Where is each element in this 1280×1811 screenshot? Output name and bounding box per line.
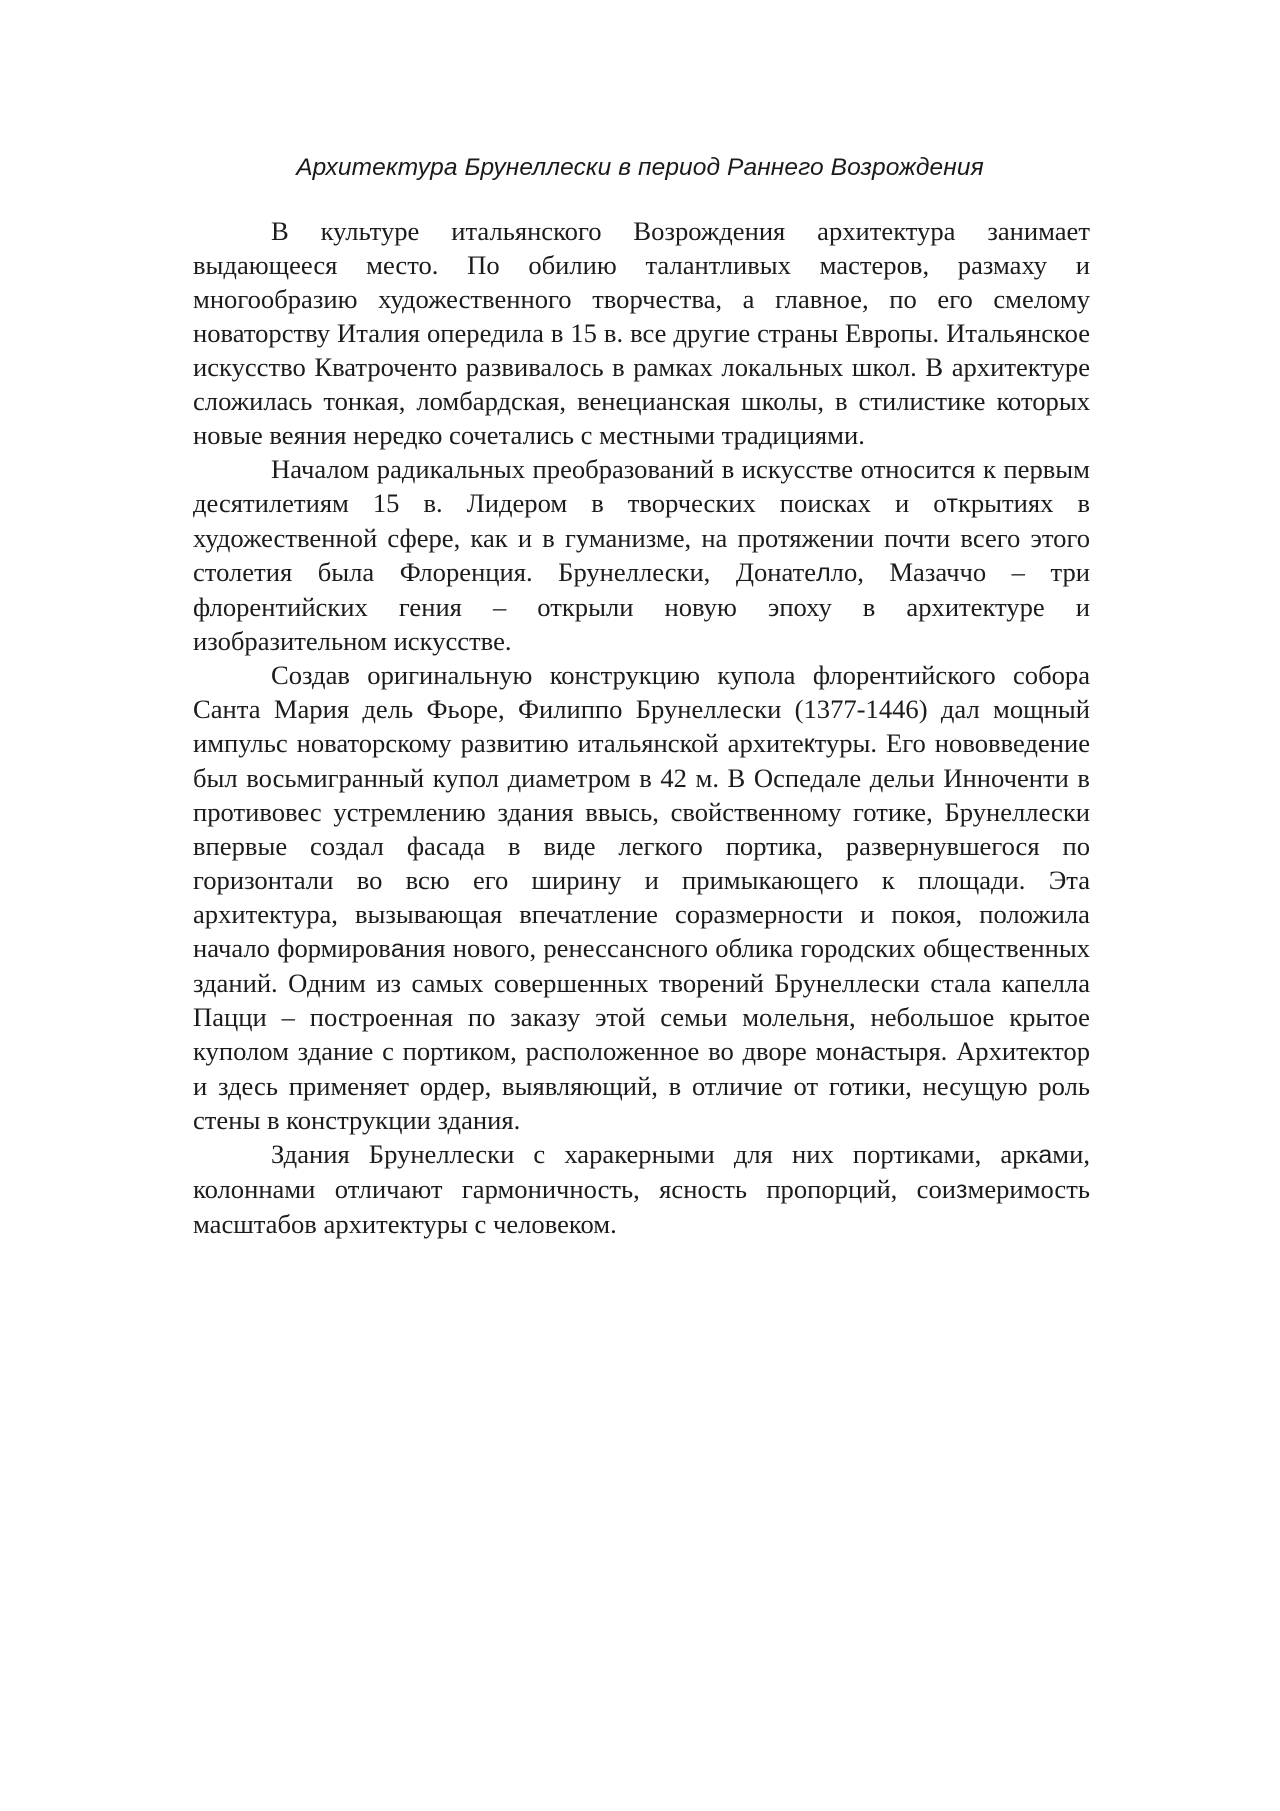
paragraph-4-text-b: ми, колоннами отличают гармоничность, ясность пропорций, сои bbox=[193, 1139, 1090, 1204]
paragraph-4 bbox=[193, 1137, 1090, 1241]
paragraph-2 bbox=[193, 452, 1090, 658]
paragraph-4-odd-glyph-a: а bbox=[1038, 1141, 1053, 1169]
paragraph-2-text-c: ло, Мазаччо – три флорентийских гения – открыли новую эпоху в архитектуре и изобразительном искусстве. bbox=[193, 557, 1090, 656]
paragraph-2-text-a: Началом радикальных преобразований в искусстве относится к первым десятилетиям 15 в. Лидером в творческих поисках и о bbox=[193, 454, 1090, 518]
paragraph-2-odd-glyph-t: т bbox=[946, 490, 958, 518]
paragraph-3-odd-glyph-a1: а bbox=[390, 935, 405, 963]
paragraph-4-text-c: меримость масштабов архитектуры с человеком. bbox=[193, 1174, 1090, 1239]
paragraph-3-text-b: туры. Его нововведение был восьмигранный купол диаметром в 42 м. В Оспедале дельи Инноченти в противовес устремлению здания ввысь, свойственному готике, Брунеллески впервые создал фасада в виде легкого портика, развернувшегося по горизонтали во всю его ширину и примыкающего к площади. Эта архитектура, вызывающая впечатление соразмерности и покоя, положила начало формиров bbox=[193, 728, 1090, 963]
document-title: Архитектура Брунеллески в период Раннего Возрождения bbox=[296, 154, 984, 181]
paragraph-3-text-c: ния нового, ренессансного облика городских общественных зданий. Одним из самых совершенных творений Брунеллески стала капелла Пацци – построенная по заказу этой семьи молельня, небольшое крытое куполом здание с портиком, расположенное во дворе мон bbox=[193, 933, 1091, 1066]
paragraph-2-text-b: крытиях в художественной сфере, как и в гуманизме, на протяжении почти всего этого столетия была Флоренция. Брунеллески, Донате bbox=[193, 488, 1090, 587]
paragraph-3-text-d: стыря. Архитектор и здесь применяет ордер, выявляющий, в отличие от готики, несущую роль стены в конструкции здания. bbox=[193, 1036, 1090, 1135]
paragraph-3-text-a: Создав оригинальную конструкцию купола флорентийского собора Санта Мария дель Фьоре, Филиппо Брунеллески (1377-1446) дал мощный импульс новаторскому развитию итальянской архите bbox=[193, 660, 1090, 758]
paragraph-3 bbox=[193, 658, 1090, 1137]
paragraph-2-odd-glyph-l: л bbox=[816, 559, 831, 587]
paragraph-1-text: В культуре итальянского Возрождения архитектура занимает выдающееся место. По обилию талантливых мастеров, размаху и многообразию художественного творчества, а главное, по его смелому новаторству Италия опередила в 15 в. все другие страны Европы. Итальянское искусство Кватроченто развивалось в рамках локальных школ. В архитектуре сложилась тонкая, ломбардская, венецианская школы, в стилистике которых новые веяния нередко сочетались с местными традициями. bbox=[193, 216, 1090, 450]
paragraph-4-text-a: Здания Брунеллески с харакерными для них портиками, арк bbox=[271, 1139, 1039, 1169]
paragraph-1 bbox=[193, 214, 1090, 452]
paragraph-3-odd-glyph-a2: а bbox=[859, 1038, 874, 1066]
document-body bbox=[193, 214, 1090, 1241]
paragraph-3-odd-glyph-k: к bbox=[803, 730, 815, 758]
paragraph-4-odd-glyph-z: з bbox=[956, 1176, 968, 1204]
